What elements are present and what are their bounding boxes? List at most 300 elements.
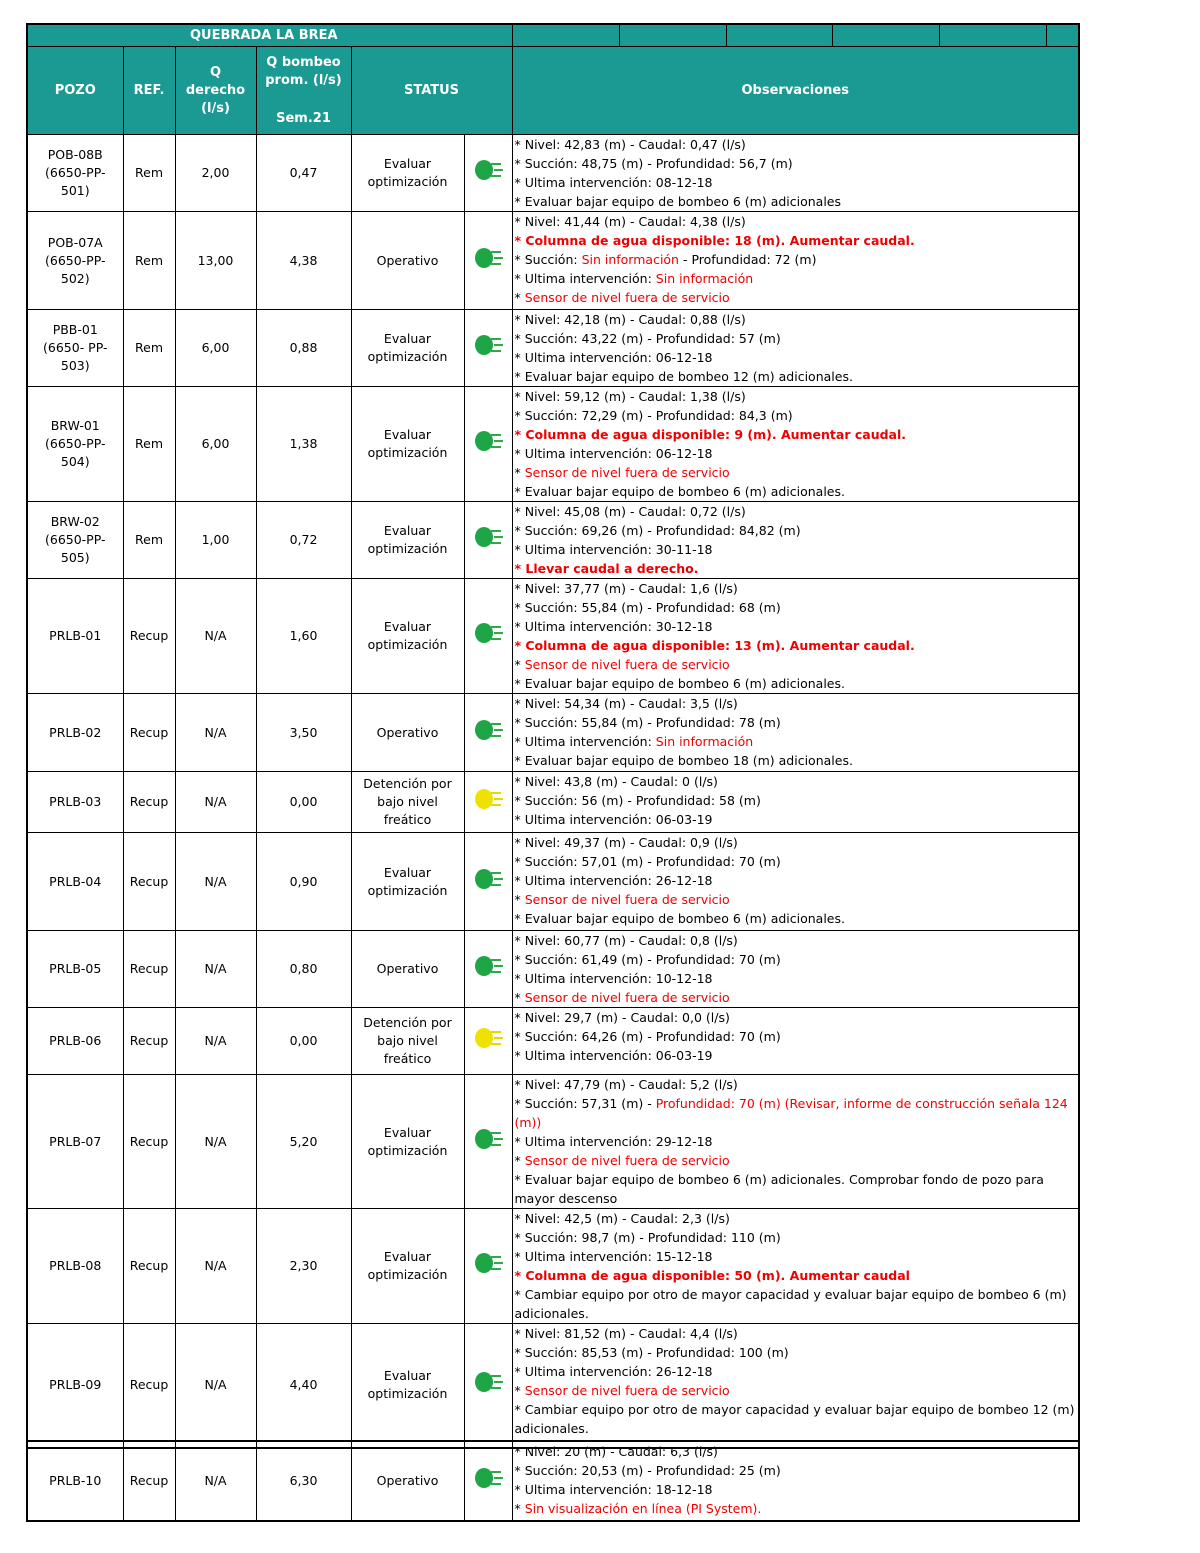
observation-text: * Nivel: 81,52 (m) - Caudal: 4,4 (l/s) bbox=[514, 1326, 738, 1341]
column-header-observaciones: Observaciones bbox=[512, 47, 1079, 135]
status-light-green-icon bbox=[473, 1127, 503, 1153]
pozo-label: PBB-01 bbox=[52, 322, 98, 337]
table-row bbox=[27, 931, 1079, 1008]
status-label: Evaluar bbox=[383, 864, 432, 880]
column-header-row bbox=[27, 47, 1079, 135]
observation-line bbox=[515, 871, 1079, 890]
table-title-row bbox=[27, 24, 1079, 47]
observation-text: * Nivel: 42,83 (m) - Caudal: 0,47 (l/s) bbox=[514, 137, 746, 152]
pozo-label: 502) bbox=[60, 270, 90, 286]
observation-text: Sensor de nivel fuera de servicio bbox=[524, 657, 730, 672]
table-row bbox=[27, 502, 1079, 579]
q-bombeo-cell: 4,40 bbox=[256, 1324, 351, 1448]
q-bombeo-cell: 1,60 bbox=[256, 579, 351, 694]
observation-line bbox=[515, 231, 1079, 250]
ref-cell: Recup bbox=[123, 1324, 175, 1448]
observation-line bbox=[515, 1046, 1079, 1065]
ref-cell: Recup bbox=[123, 1209, 175, 1324]
observation-text: * Columna de agua disponible: 9 (m). Aumentar caudal. bbox=[514, 427, 907, 442]
observation-text: * Succión: 72,29 (m) - Profundidad: 84,3 (m) bbox=[514, 408, 793, 423]
observation-text: * Ultima intervención: 29-12-18 bbox=[514, 1134, 713, 1149]
observation-line bbox=[515, 909, 1079, 928]
status-cell bbox=[351, 1324, 464, 1448]
pozo-label: (6650- PP- bbox=[43, 340, 108, 355]
observation-text: * Ultima intervención: 26-12-18 bbox=[514, 873, 713, 888]
ref-cell: Recup bbox=[123, 1441, 175, 1521]
observation-line bbox=[515, 444, 1079, 463]
observation-line bbox=[515, 1381, 1079, 1400]
q-derecho-cell: N/A bbox=[175, 579, 256, 694]
observation-text: * Succión: 85,53 (m) - Profundidad: 100 (m) bbox=[514, 1345, 789, 1360]
observation-text: * Columna de agua disponible: 13 (m). Aumentar caudal. bbox=[514, 638, 915, 653]
observation-text: * Succión: 69,26 (m) - Profundidad: 84,82 (m) bbox=[514, 523, 801, 538]
observation-line bbox=[515, 288, 1079, 307]
ref-cell: Rem bbox=[123, 387, 175, 502]
observation-text: * Succión: 57,31 (m) - bbox=[514, 1096, 656, 1111]
pozo-cell bbox=[27, 502, 123, 579]
observation-line bbox=[515, 329, 1079, 348]
table-row bbox=[27, 694, 1079, 772]
observation-line bbox=[515, 1461, 1079, 1480]
observation-text: Profundidad: 70 (m) (Revisar, informe de construcción señala 124 (m)) bbox=[514, 1096, 1068, 1130]
ref-cell: Rem bbox=[123, 310, 175, 387]
observation-line bbox=[515, 482, 1079, 501]
observation-text: * bbox=[514, 290, 525, 305]
observation-line bbox=[515, 950, 1079, 969]
header-blank-cell bbox=[832, 24, 939, 47]
observation-line bbox=[515, 579, 1079, 598]
observation-text: * bbox=[514, 892, 525, 907]
status-light-cell bbox=[464, 1324, 512, 1448]
observaciones-cell bbox=[512, 931, 1079, 1008]
observation-text: * Nivel: 60,77 (m) - Caudal: 0,8 (l/s) bbox=[514, 933, 738, 948]
observation-line bbox=[515, 135, 1079, 154]
status-cell bbox=[351, 212, 464, 310]
table-row bbox=[27, 387, 1079, 502]
pozo-cell bbox=[27, 387, 123, 502]
observation-text: * Evaluar bajar equipo de bombeo 12 (m) adicionales. bbox=[514, 369, 853, 384]
q-derecho-cell: 13,00 bbox=[175, 212, 256, 310]
observation-text: * Cambiar equipo por otro de mayor capacidad y evaluar bajar equipo de bombeo 12 (m) adicionales. bbox=[514, 1402, 1075, 1436]
observation-line bbox=[515, 598, 1079, 617]
column-header-status: STATUS bbox=[351, 47, 512, 135]
observaciones-cell bbox=[512, 772, 1079, 833]
status-label: bajo nivel bbox=[377, 1033, 438, 1048]
observation-line bbox=[515, 833, 1079, 852]
observation-line bbox=[515, 988, 1079, 1007]
observation-text: * Evaluar bajar equipo de bombeo 6 (m) adicionales. bbox=[514, 911, 845, 926]
observation-text: - Profundidad: 72 (m) bbox=[678, 252, 817, 267]
status-light-green-icon bbox=[473, 525, 503, 551]
observation-line bbox=[515, 1400, 1079, 1438]
observation-text: * bbox=[514, 1153, 525, 1168]
observation-line bbox=[515, 1266, 1079, 1285]
table-row bbox=[27, 1324, 1079, 1448]
status-light-cell bbox=[464, 579, 512, 694]
observaciones-cell bbox=[512, 1441, 1079, 1521]
observation-text: * Succión: 64,26 (m) - Profundidad: 70 (m) bbox=[514, 1029, 781, 1044]
status-light-green-icon bbox=[473, 333, 503, 359]
pozo-cell bbox=[27, 833, 123, 931]
table-row bbox=[27, 310, 1079, 387]
observation-line bbox=[515, 348, 1079, 367]
observation-text: * Evaluar bajar equipo de bombeo 6 (m) adicionales bbox=[514, 194, 842, 209]
pozo-label: PRLB-01 bbox=[49, 628, 102, 643]
column-header-q-derecho bbox=[175, 47, 256, 135]
pozo-label: PRLB-03 bbox=[49, 794, 102, 809]
observation-line bbox=[515, 852, 1079, 871]
status-light-yellow-icon bbox=[473, 787, 503, 813]
observation-text: * Nivel: 43,8 (m) - Caudal: 0 (l/s) bbox=[514, 774, 718, 789]
table-row bbox=[27, 1075, 1079, 1209]
q-derecho-cell: N/A bbox=[175, 772, 256, 833]
observation-text: * Nivel: 59,12 (m) - Caudal: 1,38 (l/s) bbox=[514, 389, 746, 404]
status-cell bbox=[351, 502, 464, 579]
pozo-label: (6650-PP- bbox=[44, 436, 106, 451]
q-derecho-cell: 1,00 bbox=[175, 502, 256, 579]
status-light-cell bbox=[464, 387, 512, 502]
q-derecho-cell: N/A bbox=[175, 931, 256, 1008]
status-label: optimización bbox=[367, 1386, 448, 1402]
observation-text: * bbox=[514, 657, 525, 672]
pozo-cell bbox=[27, 1008, 123, 1075]
observation-line bbox=[515, 1075, 1079, 1094]
status-cell bbox=[351, 833, 464, 931]
table-row bbox=[27, 1441, 1079, 1521]
pozo-label: BRW-02 bbox=[50, 514, 100, 529]
q-derecho-cell: N/A bbox=[175, 1008, 256, 1075]
observaciones-cell bbox=[512, 1324, 1079, 1448]
status-light-green-icon bbox=[473, 867, 503, 893]
observaciones-cell bbox=[512, 694, 1079, 772]
pozo-label: PRLB-09 bbox=[49, 1377, 102, 1393]
status-label: freático bbox=[383, 812, 432, 827]
observation-text: Sin información bbox=[655, 734, 754, 749]
observation-line bbox=[515, 1170, 1079, 1208]
status-light-cell bbox=[464, 1441, 512, 1521]
observation-text: * Evaluar bajar equipo de bombeo 6 (m) adicionales. bbox=[514, 676, 845, 691]
table-row bbox=[27, 1209, 1079, 1324]
observation-text: * bbox=[514, 465, 525, 480]
pozo-label: PRLB-06 bbox=[49, 1033, 102, 1048]
status-light-green-icon bbox=[473, 158, 503, 184]
pozo-label: POB-07A bbox=[47, 234, 103, 250]
column-header-q-bombeo bbox=[256, 47, 351, 135]
pozo-cell bbox=[27, 1324, 123, 1448]
status-light-cell bbox=[464, 1075, 512, 1209]
observation-line bbox=[515, 502, 1079, 521]
column-header-pozo: POZO bbox=[27, 47, 123, 135]
observation-line bbox=[515, 1027, 1079, 1046]
status-label: Operativo bbox=[376, 1473, 439, 1488]
pozo-cell bbox=[27, 135, 123, 212]
observation-text: * Columna de agua disponible: 18 (m). Aumentar caudal. bbox=[514, 233, 915, 248]
status-label: Detención por bbox=[363, 776, 452, 791]
observation-line bbox=[515, 406, 1079, 425]
q-header-line: derecho bbox=[185, 82, 246, 98]
pozo-label: 501) bbox=[60, 183, 90, 198]
observation-line bbox=[515, 154, 1079, 173]
pozo-cell bbox=[27, 1441, 123, 1521]
status-cell bbox=[351, 387, 464, 502]
table-row bbox=[27, 772, 1079, 833]
observation-text: * Ultima intervención: 30-12-18 bbox=[514, 619, 713, 634]
status-cell bbox=[351, 135, 464, 212]
status-label: optimización bbox=[367, 349, 448, 364]
observation-text: * Nivel: 45,08 (m) - Caudal: 0,72 (l/s) bbox=[514, 504, 746, 519]
observation-text: * Succión: 43,22 (m) - Profundidad: 57 (m) bbox=[514, 331, 781, 346]
status-light-cell bbox=[464, 833, 512, 931]
observation-line bbox=[515, 1442, 1079, 1461]
ref-cell: Recup bbox=[123, 931, 175, 1008]
status-light-cell bbox=[464, 135, 512, 212]
q-header-line: Q bbox=[209, 64, 222, 80]
observation-text: * Ultima intervención: 06-03-19 bbox=[514, 812, 713, 827]
status-light-cell bbox=[464, 212, 512, 310]
pozo-label: 503) bbox=[60, 358, 90, 373]
q-bombeo-cell: 2,30 bbox=[256, 1209, 351, 1324]
observation-text: Sensor de nivel fuera de servicio bbox=[524, 1153, 730, 1168]
wells-status-table bbox=[26, 23, 1080, 1449]
status-label: Operativo bbox=[376, 252, 439, 268]
observaciones-cell bbox=[512, 135, 1079, 212]
ref-cell: Rem bbox=[123, 212, 175, 310]
q-bombeo-cell: 6,30 bbox=[256, 1441, 351, 1521]
observation-text: Sin visualización en línea (PI System). bbox=[524, 1501, 762, 1516]
status-light-cell bbox=[464, 1209, 512, 1324]
status-cell bbox=[351, 931, 464, 1008]
observation-text: * Nivel: 47,79 (m) - Caudal: 5,2 (l/s) bbox=[514, 1077, 738, 1092]
pozo-label: POB-08B bbox=[47, 147, 103, 162]
observation-text: * Succión: 20,53 (m) - Profundidad: 25 (m) bbox=[514, 1463, 781, 1478]
status-label: Evaluar bbox=[383, 331, 432, 346]
observation-line bbox=[515, 387, 1079, 406]
observation-line bbox=[515, 1480, 1079, 1499]
observation-text: * bbox=[514, 1501, 525, 1516]
observation-text: * Nivel: 41,44 (m) - Caudal: 4,38 (l/s) bbox=[514, 214, 746, 229]
q-bombeo-cell: 0,88 bbox=[256, 310, 351, 387]
status-light-cell bbox=[464, 310, 512, 387]
observation-text: * Ultima intervención: 15-12-18 bbox=[514, 1249, 713, 1264]
status-light-green-icon bbox=[473, 954, 503, 980]
q-bombeo-cell: 4,38 bbox=[256, 212, 351, 310]
q-header-line: (l/s) bbox=[201, 100, 230, 116]
observation-line bbox=[515, 540, 1079, 559]
observaciones-cell bbox=[512, 1075, 1079, 1209]
observation-text: * Ultima intervención: 10-12-18 bbox=[514, 971, 713, 986]
pozo-label: PRLB-07 bbox=[49, 1133, 102, 1149]
observation-line bbox=[515, 969, 1079, 988]
observation-line bbox=[515, 1151, 1079, 1170]
observation-text: * Nivel: 29,7 (m) - Caudal: 0,0 (l/s) bbox=[514, 1010, 730, 1025]
observation-line bbox=[515, 636, 1079, 655]
observation-line bbox=[515, 810, 1079, 829]
observation-text: * Succión: 55,84 (m) - Profundidad: 78 (m) bbox=[514, 715, 781, 730]
observaciones-cell bbox=[512, 212, 1079, 310]
ref-cell: Rem bbox=[123, 502, 175, 579]
status-label: freático bbox=[383, 1051, 432, 1066]
observation-text: * Evaluar bajar equipo de bombeo 6 (m) adicionales. bbox=[514, 484, 845, 499]
ref-cell: Recup bbox=[123, 1075, 175, 1209]
observation-line bbox=[515, 890, 1079, 909]
status-label: optimización bbox=[367, 1267, 448, 1282]
extra-well-table bbox=[26, 1440, 1080, 1522]
header-blank-cell bbox=[726, 24, 832, 47]
observation-line bbox=[515, 1094, 1079, 1132]
observation-line bbox=[515, 931, 1079, 950]
observation-line bbox=[515, 1209, 1079, 1228]
pozo-label: PRLB-02 bbox=[49, 724, 102, 740]
q-derecho-cell: N/A bbox=[175, 1209, 256, 1324]
observation-line bbox=[515, 1499, 1079, 1518]
status-cell bbox=[351, 310, 464, 387]
table-body bbox=[27, 135, 1079, 1448]
observation-line bbox=[515, 212, 1079, 231]
observation-text: * Nivel: 20 (m) - Caudal: 6,3 (l/s) bbox=[514, 1444, 718, 1459]
observation-line bbox=[515, 772, 1079, 791]
observation-text: * Succión: bbox=[514, 252, 582, 267]
observation-text: * Ultima intervención: bbox=[514, 734, 656, 749]
pozo-label: (6650-PP- bbox=[44, 252, 106, 268]
status-label: optimización bbox=[367, 541, 448, 556]
observation-text: * Ultima intervención: 26-12-18 bbox=[514, 1364, 713, 1379]
observation-text: * Nivel: 49,37 (m) - Caudal: 0,9 (l/s) bbox=[514, 835, 738, 850]
observation-text: * Columna de agua disponible: 50 (m). Aumentar caudal bbox=[514, 1268, 910, 1283]
status-label: Detención por bbox=[363, 1015, 452, 1030]
observation-text: * bbox=[514, 1383, 525, 1398]
observation-line bbox=[515, 617, 1079, 636]
q-bombeo-cell: 5,20 bbox=[256, 1075, 351, 1209]
status-cell bbox=[351, 1441, 464, 1521]
q-derecho-cell: 2,00 bbox=[175, 135, 256, 212]
status-light-green-icon bbox=[473, 246, 503, 272]
observation-text: * Evaluar bajar equipo de bombeo 18 (m) adicionales. bbox=[514, 753, 853, 768]
observation-text: * Succión: 56 (m) - Profundidad: 58 (m) bbox=[514, 793, 761, 808]
ref-cell: Recup bbox=[123, 1008, 175, 1075]
status-light-green-icon bbox=[473, 1370, 503, 1396]
observation-line bbox=[515, 713, 1079, 732]
observation-text: Sensor de nivel fuera de servicio bbox=[524, 990, 730, 1005]
observation-line bbox=[515, 269, 1079, 288]
observation-text: * Ultima intervención: 18-12-18 bbox=[514, 1482, 713, 1497]
table-title: QUEBRADA LA BREA bbox=[27, 24, 512, 47]
observation-line bbox=[515, 1285, 1079, 1323]
observation-line bbox=[515, 192, 1079, 211]
status-label: Evaluar bbox=[383, 1249, 432, 1264]
pozo-cell bbox=[27, 694, 123, 772]
pozo-cell bbox=[27, 1075, 123, 1209]
observaciones-cell bbox=[512, 502, 1079, 579]
status-cell bbox=[351, 1008, 464, 1075]
q-bombeo-cell: 0,00 bbox=[256, 772, 351, 833]
status-cell bbox=[351, 694, 464, 772]
observation-line bbox=[515, 1228, 1079, 1247]
observation-text: * Succión: 55,84 (m) - Profundidad: 68 (m) bbox=[514, 600, 781, 615]
q-derecho-cell: N/A bbox=[175, 1324, 256, 1448]
q-derecho-cell: N/A bbox=[175, 833, 256, 931]
status-light-cell bbox=[464, 931, 512, 1008]
status-label: optimización bbox=[367, 882, 448, 898]
observation-text: Sin información bbox=[655, 271, 754, 286]
q-derecho-cell: N/A bbox=[175, 1075, 256, 1209]
q-derecho-cell: N/A bbox=[175, 694, 256, 772]
status-label: Evaluar bbox=[383, 156, 432, 171]
observation-text: * Evaluar bajar equipo de bombeo 6 (m) adicionales. Comprobar fondo de pozo para mayor descenso bbox=[514, 1172, 1044, 1206]
pozo-cell bbox=[27, 579, 123, 694]
observation-text: * Nivel: 42,18 (m) - Caudal: 0,88 (l/s) bbox=[514, 312, 746, 327]
q-bombeo-cell: 0,47 bbox=[256, 135, 351, 212]
observation-text: * Succión: 57,01 (m) - Profundidad: 70 (m) bbox=[514, 854, 781, 869]
status-label: optimización bbox=[367, 637, 448, 652]
header-blank-cell bbox=[939, 24, 1046, 47]
status-light-cell bbox=[464, 1008, 512, 1075]
observation-line bbox=[515, 425, 1079, 444]
observation-text: Sin información bbox=[581, 252, 679, 267]
status-light-green-icon bbox=[473, 1251, 503, 1277]
pozo-label: (6650-PP- bbox=[44, 165, 106, 180]
observation-line bbox=[515, 367, 1079, 386]
observation-text: * Nivel: 54,34 (m) - Caudal: 3,5 (l/s) bbox=[514, 696, 738, 711]
observation-line bbox=[515, 1008, 1079, 1027]
status-light-green-icon bbox=[473, 1466, 503, 1492]
column-header-ref: REF. bbox=[123, 47, 175, 135]
observation-line bbox=[515, 674, 1079, 693]
observation-line bbox=[515, 1247, 1079, 1266]
status-light-green-icon bbox=[473, 718, 503, 744]
status-label: optimización bbox=[367, 174, 448, 189]
observation-text: * Nivel: 37,77 (m) - Caudal: 1,6 (l/s) bbox=[514, 581, 738, 596]
observation-text: * Ultima intervención: 06-12-18 bbox=[514, 446, 713, 461]
status-label: Evaluar bbox=[383, 523, 432, 538]
observaciones-cell bbox=[512, 1008, 1079, 1075]
pozo-label: PRLB-08 bbox=[49, 1258, 102, 1273]
header-blank-cell bbox=[512, 24, 619, 47]
observation-line bbox=[515, 655, 1079, 674]
observation-line bbox=[515, 751, 1079, 770]
q-bombeo-cell: 3,50 bbox=[256, 694, 351, 772]
qb-header-line: prom. (l/s) bbox=[265, 72, 342, 88]
observation-text: * Ultima intervención: 06-12-18 bbox=[514, 350, 713, 365]
status-cell bbox=[351, 579, 464, 694]
observation-line bbox=[515, 559, 1079, 578]
qb-header-week: Sem.21 bbox=[276, 110, 331, 126]
status-label: Operativo bbox=[376, 961, 439, 976]
q-derecho-cell: 6,00 bbox=[175, 310, 256, 387]
status-cell bbox=[351, 1075, 464, 1209]
observation-text: Sensor de nivel fuera de servicio bbox=[524, 465, 730, 480]
status-light-yellow-icon bbox=[473, 1026, 503, 1052]
q-bombeo-cell: 0,00 bbox=[256, 1008, 351, 1075]
observation-text: * Cambiar equipo por otro de mayor capacidad y evaluar bajar equipo de bombeo 6 (m) adicionales. bbox=[514, 1287, 1067, 1321]
q-bombeo-cell: 1,38 bbox=[256, 387, 351, 502]
observation-line bbox=[515, 732, 1079, 751]
pozo-label: BRW-01 bbox=[50, 418, 100, 433]
observation-line bbox=[515, 1362, 1079, 1381]
observation-text: * Llevar caudal a derecho. bbox=[514, 561, 699, 576]
observaciones-cell bbox=[512, 387, 1079, 502]
q-derecho-cell: N/A bbox=[175, 1441, 256, 1521]
status-label: Evaluar bbox=[383, 427, 432, 442]
status-light-cell bbox=[464, 694, 512, 772]
observation-text: Sensor de nivel fuera de servicio bbox=[524, 1383, 730, 1398]
ref-cell: Recup bbox=[123, 579, 175, 694]
pozo-label: PRLB-05 bbox=[49, 961, 102, 976]
observation-line bbox=[515, 173, 1079, 192]
observation-line bbox=[515, 250, 1079, 269]
ref-cell: Recup bbox=[123, 772, 175, 833]
pozo-label: PRLB-04 bbox=[49, 873, 102, 889]
ref-cell: Recup bbox=[123, 833, 175, 931]
